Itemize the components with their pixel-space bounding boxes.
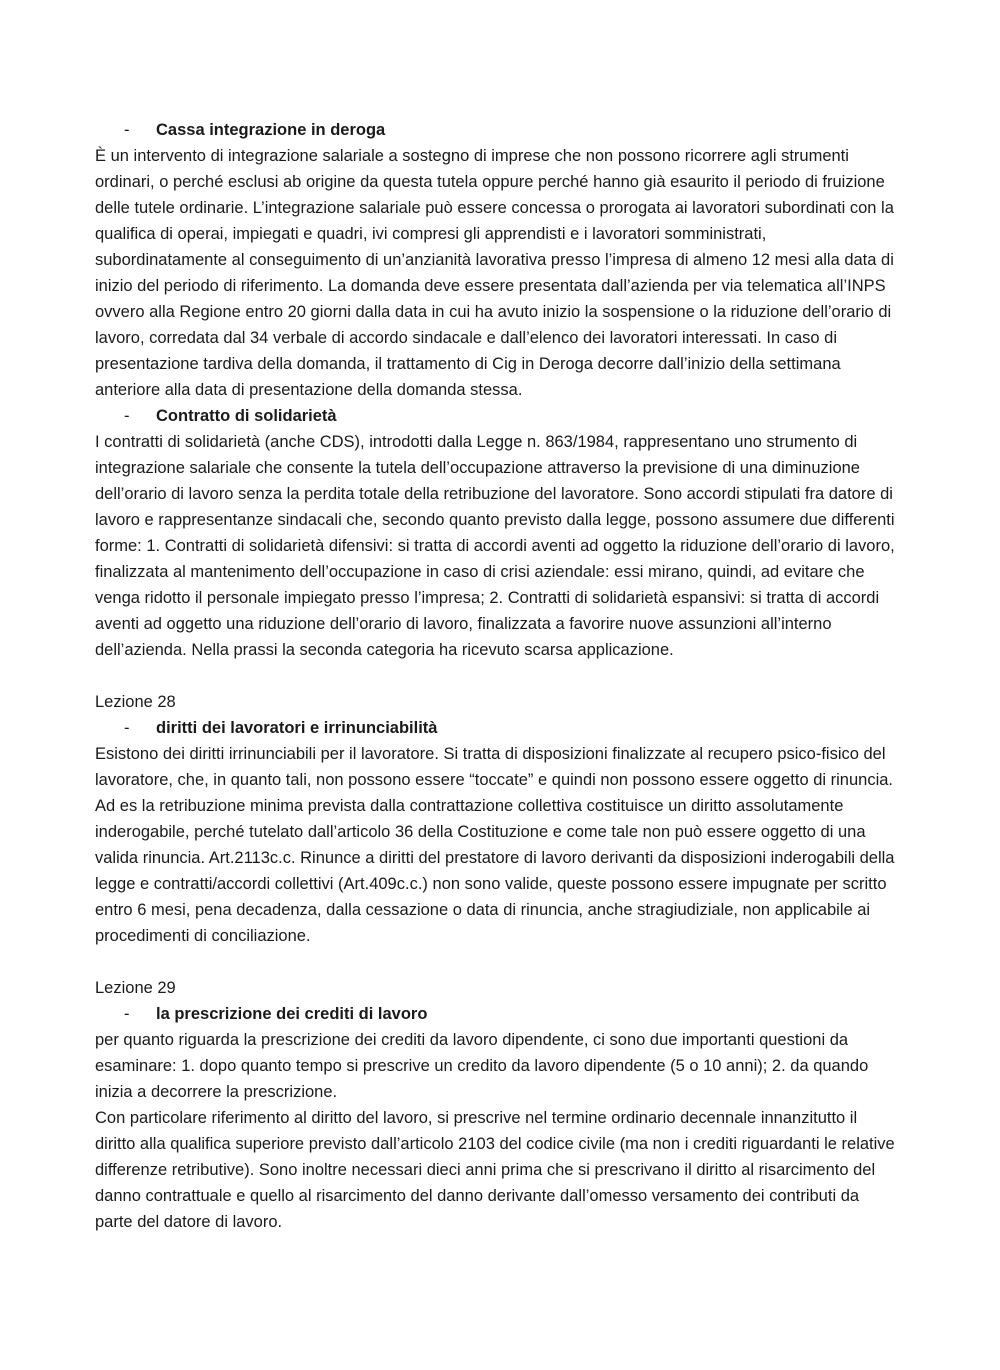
paragraph: È un intervento di integrazione salariale a sostegno di imprese che non possono ricorrere agli strumenti ordinari, o perché esclusi ab origine da questa tutela oppure perché hanno già esaurito il periodo di fruizione delle tutele ordinarie. L’integrazione salariale può essere concessa o prorogata ai lavoratori subordinati con la qualifica di operai, impiegati e quadri, ivi compresi gli apprendisti e i lavoratori somministrati, subordinatamente al conseguimento di un’anzianità lavorativa presso l’impresa di almeno 12 mesi alla data di inizio del periodo di riferimento. La domanda deve essere presentata dall’azienda per via telematica all’INPS ovvero alla Regione entro 20 giorni dalla data in cui ha avuto inizio la sospensione o la riduzione dell’orario di lavoro, corredata dal 34 verbale di accordo sindacale e dall’elenco dei lavoratori interessati. In caso di presentazione tardiva della domanda, il trattamento di Cig in Deroga decorre dall’inizio della settimana anteriore alla data di presentazione della domanda stessa. [95, 147, 894, 399]
blank-line [95, 949, 900, 975]
document-page [95, 117, 900, 1235]
bullet-dash: - [124, 719, 130, 737]
heading-text: Cassa integrazione in deroga [156, 121, 386, 139]
lesson-title: Lezione 29 [95, 979, 176, 997]
paragraph: per quanto riguarda la prescrizione dei crediti da lavoro dipendente, ci sono due importanti questioni da esaminare: 1. dopo quanto tempo si prescrive un credito da lavoro dipendente (5 o 10 anni); 2. da quando inizia a decorrere la prescrizione. [95, 1031, 869, 1101]
heading-text: diritti dei lavoratori e irrinunciabilità [156, 719, 438, 737]
section-heading [95, 117, 900, 143]
heading-text: Contratto di solidarietà [156, 407, 337, 425]
paragraph: I contratti di solidarietà (anche CDS), introdotti dalla Legge n. 863/1984, rappresentano uno strumento di integrazione salariale che consente la tutela dell’occupazione attraverso la previsione di una diminuzione dell’orario di lavoro senza la perdita totale della retribuzione del lavoratore. Sono accordi stipulati fra datore di lavoro e rappresentanze sindacali che, secondo quanto previsto dalla legge, possono assumere due differenti forme: 1. Contratti di solidarietà difensivi: si tratta di accordi aventi ad oggetto la riduzione dell’orario di lavoro, finalizzata al mantenimento dell’occupazione in caso di crisi aziendale: essi mirano, quindi, ad evitare che venga ridotto il personale impiegato presso l’impresa; 2. Contratti di solidarietà espansivi: si tratta di accordi aventi ad oggetto una riduzione dell’orario di lavoro, finalizzata a favorire nuove assunzioni all’interno dell’azienda. Nella prassi la seconda categoria ha ricevuto scarsa applicazione. [95, 433, 895, 659]
section-heading [95, 715, 900, 741]
bullet-dash: - [124, 121, 130, 139]
paragraph: Esistono dei diritti irrinunciabili per il lavoratore. Si tratta di disposizioni finalizzate al recupero psico-fisico del lavoratore, che, in quanto tali, non possono essere “toccate” e quindi non possono essere oggetto di rinuncia. Ad es la retribuzione minima prevista dalla contrattazione collettiva costituisce un diritto assolutamente inderogabile, perché tutelato dall’articolo 36 della Costituzione e come tale non può essere oggetto di una valida rinuncia. Art.2113c.c. Rinunce a diritti del prestatore di lavoro derivanti da disposizioni inderogabili della legge e contratti/accordi collettivi (Art.409c.c.) non sono valide, queste possono essere impugnate per scritto entro 6 mesi, pena decadenza, dalla cessazione o data di rinuncia, anche stragiudiziale, non applicabile ai procedimenti di conciliazione. [95, 745, 895, 945]
section-heading [95, 403, 900, 429]
section-heading [95, 1001, 900, 1027]
heading-text: la prescrizione dei crediti di lavoro [156, 1005, 428, 1023]
lesson-title: Lezione 28 [95, 693, 176, 711]
bullet-dash: - [124, 1005, 130, 1023]
paragraph: Con particolare riferimento al diritto del lavoro, si prescrive nel termine ordinario decennale innanzitutto il diritto alla qualifica superiore previsto dall’articolo 2103 del codice civile (ma non i crediti riguardanti le relative differenze retributive). Sono inoltre necessari dieci anni prima che si prescrivano il diritto al risarcimento del danno contrattuale e quello al risarcimento del danno derivante dall’omesso versamento dei contributi da parte del datore di lavoro. [95, 1109, 895, 1231]
blank-line [95, 663, 900, 689]
bullet-dash: - [124, 407, 130, 425]
